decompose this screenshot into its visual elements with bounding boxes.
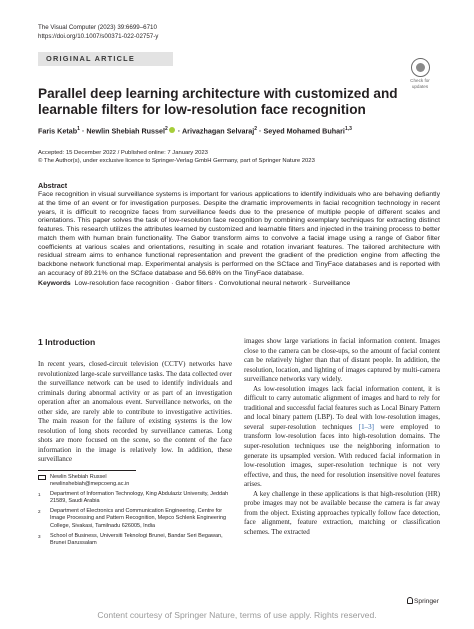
author-separator: · xyxy=(259,126,262,136)
footnotes xyxy=(38,474,232,550)
affiliation-text: Department of Information Technology, King Abdulaziz University, Jeddah 21589, Saudi Arabia xyxy=(50,491,229,505)
orcid-icon[interactable] xyxy=(169,127,175,133)
springer-horse-icon xyxy=(407,597,413,604)
envelope-icon xyxy=(38,475,46,481)
keywords-label: Keywords xyxy=(38,280,71,287)
affiliation-mark: 3 xyxy=(38,533,41,539)
affiliation-text: Department of Electronics and Communication Engineering, Centre for Image Processing and Pattern Recognition, Mepco Schlenk Engineering College, Sivakasi, Tamilnadu 626005, India xyxy=(50,508,227,529)
keywords-text: Low-resolution face recognition · Gabor filters · Convolutional neural network · Surveillance xyxy=(74,280,351,287)
paper-title: Parallel deep learning architecture with customized and learnable filters for low-resolution face recognition xyxy=(38,86,398,118)
affiliation xyxy=(38,508,232,530)
affiliation xyxy=(38,491,232,506)
doi-link[interactable]: https://doi.org/10.1007/s00371-022-02757-y xyxy=(38,32,159,40)
author-list xyxy=(38,125,352,135)
check-updates-icon xyxy=(411,58,430,77)
author-affil: 1,3 xyxy=(344,126,352,132)
affiliation-mark: 1 xyxy=(38,492,41,498)
author-affil: 2 xyxy=(254,126,258,132)
intro-right-column xyxy=(244,337,440,537)
publication-dates xyxy=(38,149,315,166)
abstract-heading: Abstract xyxy=(38,181,68,190)
affiliation-mark: 2 xyxy=(38,509,41,515)
author-affil: 2 xyxy=(165,126,168,132)
journal-citation: The Visual Computer (2023) 39:6699–6710 xyxy=(38,24,157,31)
author-affil: 1 xyxy=(77,126,80,132)
intro-right-paragraph-2 xyxy=(244,385,440,490)
affiliation-text: School of Business, Universiti Teknologi Brunei, Bandar Seri Begawan, Brunei Darussalam xyxy=(50,532,223,546)
author-name[interactable]: Seyed Mohamed Buhari xyxy=(263,126,345,136)
abstract-section xyxy=(38,181,440,279)
paragraph-text: As low-resolution images lack facial information content, it is difficult to carry automatic alignment of images and hard to rely for traditional and successful facial features such as Local Binary Pattern and local binary pattern (LBP). To deal with low-resolution images, several super-resolution techniques xyxy=(244,384,440,431)
author-separator: · xyxy=(177,126,181,136)
journal-header xyxy=(38,24,158,41)
corresponding-author xyxy=(38,474,232,489)
citation-link[interactable]: [1–3] xyxy=(358,422,375,431)
keywords xyxy=(38,279,440,288)
publisher-logo xyxy=(407,597,439,606)
affiliation xyxy=(38,533,232,548)
copyright-line: © The Author(s), under exclusive licence to Springer-Verlag GmbH Germany, part of Springer Nature 2023 xyxy=(38,158,315,165)
corresponding-email[interactable]: newlinshebiah@mepcoeng.ac.in xyxy=(50,481,130,488)
paragraph-text: were employed to transform low-resolution faces into high-resolution domains. The super-resolution techniques use the neighboring information to generate its upsampled version. With reduced facial information in low-resolution images, super-resolution technique is not very effective, and thus, the need for resolution insensitive novel features arises. xyxy=(244,422,441,489)
intro-right-paragraph-3: A key challenge in these applications is that high-resolution (HR) probe images may not be available because the camera is far away from the object. Existing approaches typically follow face detection, face alignment, feature extraction, matching or classification schemes. The extracted xyxy=(244,489,440,536)
author-separator: · xyxy=(81,126,85,136)
intro-right-paragraph-1: images show large variations in facial information content. Images close to the camera can be close-ups, so the amount of facial content can be relatively higher than that of distant people. In addition, the resolution, location, and lighting of images captured by multi-camera surveillance networks vary widely. xyxy=(244,337,440,384)
check-updates-line2: updates xyxy=(411,83,429,89)
section-heading-introduction: 1 Introduction xyxy=(38,337,96,347)
intro-left-paragraph: In recent years, closed-circuit television (CCTV) networks have revolutionized large-scale surveillance tasks. The data collected over the surveillance network can be used to identify individuals and criminals during abnormal activity or as part of an investigation operation after an anomalous event. Surveillance networks, on the other side, are rarely able to contribute to investigative activities. The main reason for the failure of existing systems is the low resolution of long shots recorded by surveillance cameras. Long shots are more focused on the scene, so the content of the face information in the image is relatively low. In addition, these surveillance xyxy=(38,360,232,464)
publisher-name: Springer xyxy=(414,598,439,605)
check-updates-line1: Check for xyxy=(410,78,430,83)
courtesy-watermark: Content courtesy of Springer Nature, terms of use apply. Rights reserved. xyxy=(97,610,377,620)
check-for-updates-badge[interactable] xyxy=(400,58,440,89)
author-name[interactable]: Newlin Shebiah Russel xyxy=(86,126,166,136)
abstract-text: Face recognition in visual surveillance systems is important for various applications to identify individuals who are behaving defiantly at the time of an event or for investigation purposes. Despite the dramatic improvements in facial recognition technology in recent years, it is difficult to recognize faces from surveillance feeds due to the presence of multiple people of different scales and orientations. This paper solves the task of low-resolution face recognition by combining exemplary techniques for extracting distinct features. This research utilizes the attributes learned by customized and learnable filters and injected in the training process to better match them with human brain functionality. The Gabor transform aims to convolve a facial image using a range of Gabor filter coefficients at various scales and orientations, resulting in scale and rotation invariant features. The tailored architecture with residual stream aims to enhance functional representation and prevent the gradient of the prediction engine from affecting the backbone network functional map. Experimental analysis is performed on the SCface and TinyFace databases and is reported with an accuracy of 89.21% on the SCface database and 56.68% on the TinyFace database. xyxy=(38,191,440,278)
footnote-divider xyxy=(38,470,136,471)
corresponding-name: Newlin Shebiah Russel xyxy=(50,474,107,480)
author-name[interactable]: Arivazhagan Selvaraj xyxy=(181,126,255,136)
article-type-banner: ORIGINAL ARTICLE xyxy=(38,52,173,66)
author-name[interactable]: Faris Ketab xyxy=(38,126,78,136)
dates-line: Accepted: 15 December 2022 / Published online: 7 January 2023 xyxy=(38,150,208,156)
